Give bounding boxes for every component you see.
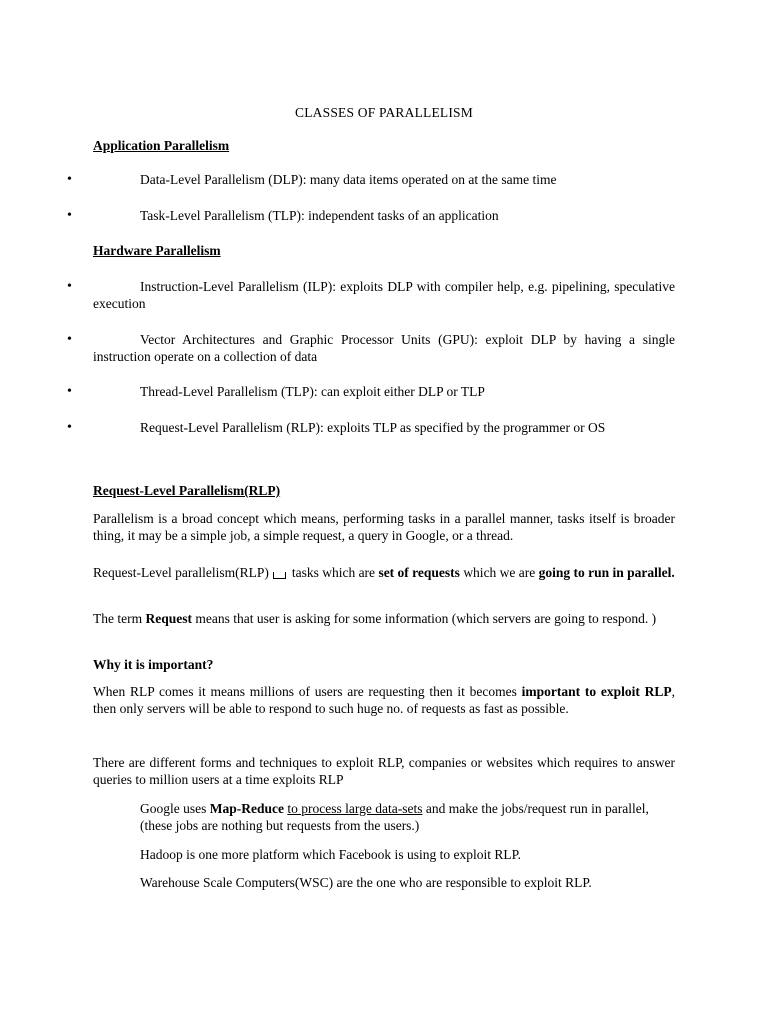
bold-text: important to exploit RLP (521, 684, 672, 699)
list-item: Vector Architectures and Graphic Processor Units (GPU): exploit DLP by having a single instruction operate on a collection of data (93, 332, 675, 364)
text-run: means that user is asking for some information (which servers are going to respond. ) (191, 611, 657, 626)
paragraph: Parallelism is a broad concept which means, performing tasks in a parallel manner, tasks itself is broader thing, it may be a simple job, a simple request, a query in Google, or a thread. (93, 511, 675, 543)
text-run: which we are (459, 565, 539, 580)
equivalence-icon (273, 572, 286, 579)
text-run: Request-Level parallelism(RLP) (93, 565, 269, 580)
bold-text: set of requests (378, 565, 460, 580)
list-item: Task-Level Parallelism (TLP): independent tasks of an application (140, 208, 499, 223)
example-item: Warehouse Scale Computers(WSC) are the one who are responsible to exploit RLP. (140, 875, 592, 890)
list-item: Request-Level Parallelism (RLP): exploits TLP as specified by the programmer or OS (140, 420, 606, 435)
text-run: and make the jobs/request run in parallel, (these jobs are nothing but requests from the users.) (140, 801, 649, 833)
text-run: tasks which are (291, 565, 379, 580)
list-item: Thread-Level Parallelism (TLP): can exploit either DLP or TLP (140, 384, 485, 399)
bullet-icon: • (67, 172, 72, 187)
bullet-icon: • (67, 332, 72, 347)
subheading: Why it is important? (93, 657, 214, 672)
list-item: Instruction-Level Parallelism (ILP): exploits DLP with compiler help, e.g. pipelining, speculative execution (93, 279, 675, 311)
bold-text: Request (145, 611, 192, 626)
paragraph: There are different forms and techniques to exploit RLP, companies or websites which requires to answer queries to million users at a time exploits RLP (93, 755, 675, 787)
list-item: Data-Level Parallelism (DLP): many data items operated on at the same time (140, 172, 557, 187)
application-parallelism-heading: Application Parallelism (93, 138, 230, 153)
bold-text: Map-Reduce (209, 801, 284, 816)
underlined-text: to process large data-sets (287, 801, 423, 816)
bullet-icon: • (67, 208, 72, 223)
page-title: CLASSES OF PARALLELISM (295, 105, 473, 120)
example-item: Hadoop is one more platform which Facebook is using to exploit RLP. (140, 847, 521, 862)
text-run: When RLP comes it means millions of users are requesting then it becomes (93, 684, 522, 699)
bullet-icon: • (67, 420, 72, 435)
paragraph (93, 683, 675, 717)
bullet-icon: • (67, 279, 72, 294)
paragraph (93, 610, 675, 627)
rlp-heading: Request-Level Parallelism(RLP) (93, 483, 281, 498)
text-run: The term (93, 611, 146, 626)
bullet-icon: • (67, 384, 72, 399)
bold-text: going to run in parallel. (538, 565, 675, 580)
hardware-parallelism-heading: Hardware Parallelism (93, 243, 221, 258)
text-run: Google uses (140, 801, 210, 816)
paragraph (93, 564, 675, 581)
text-run: , then only servers will be able to respond to such huge no. of requests as fast as possible. (93, 684, 675, 716)
example-item (140, 800, 675, 834)
